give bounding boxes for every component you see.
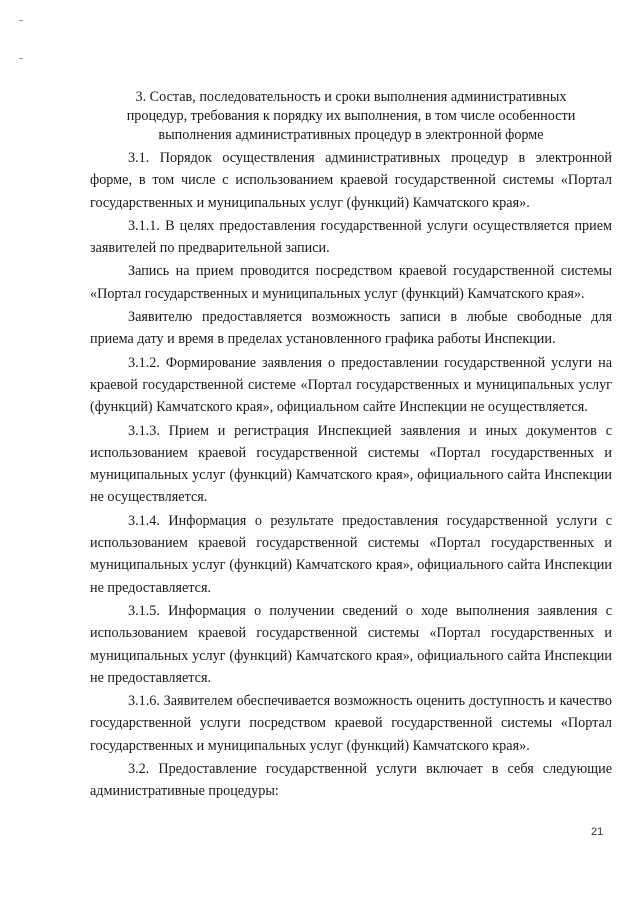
paragraph-3-1-3: 3.1.3. Прием и регистрация Инспекцией заявления и иных документов с использованием краевой государственной системы «Портал государственных и муниципальных услуг (функций) Камчатского края», официального сайта Инспекции не осуществляется. xyxy=(90,422,612,506)
paragraph-3-1-5: 3.1.5. Информация о получении сведений о ходе выполнения заявления с использованием краевой государственной системы «Портал государственных и муниципальных услуг (функций) Камчатского края», официального сайта Инспекции не предоставляется. xyxy=(90,602,612,686)
heading-line: 3. Состав, последовательность и сроки выполнения административных xyxy=(135,89,567,105)
document-body xyxy=(90,88,612,804)
paragraph-3-1-2: 3.1.2. Формирование заявления о предоставлении государственной услуги на краевой государственной системе «Портал государственных и муниципальных услуг (функций) Камчатского края», официальном сайте Инспекции не осуществляется. xyxy=(90,354,612,416)
paragraph-3-1-6: 3.1.6. Заявителем обеспечивается возможность оценить доступность и качество государственной услуги посредством краевой государственной системы «Портал государственных и муниципальных услуг (функций) Камчатского края». xyxy=(90,693,612,754)
page-number: 21 xyxy=(591,826,604,838)
paragraph-3-1: 3.1. Порядок осуществления административных процедур в электронной форме, в том числе с использованием краевой государственной системы «Портал государственных и муниципальных услуг (функций) Камчатского края». xyxy=(90,150,612,211)
paragraph-appointment: Запись на прием проводится посредством краевой государственной системы «Портал государственных и муниципальных услуг (функций) Камчатского края». xyxy=(90,263,612,302)
scan-artifact xyxy=(19,20,23,21)
paragraph-applicant-option: Заявителю предоставляется возможность записи в любые свободные для приема дату и время в пределах установленного графика работы Инспекции. xyxy=(90,309,612,348)
paragraph-3-1-1: 3.1.1. В целях предоставления государственной услуги осуществляется прием заявителей по предварительной записи. xyxy=(90,217,612,257)
scan-artifact xyxy=(19,58,23,59)
paragraph-3-1-4: 3.1.4. Информация о результате предоставления государственной услуги с использованием краевой государственной системы «Портал государственных и муниципальных услуг (функций) Камчатского края», официального сайта Инспекции не предоставляется. xyxy=(90,512,612,596)
section-heading xyxy=(90,88,612,145)
paragraph-3-2: 3.2. Предоставление государственной услуги включает в себя следующие административные процедуры: xyxy=(90,761,612,800)
heading-line: выполнения административных процедур в электронной форме xyxy=(158,127,544,143)
heading-line: процедур, требования к порядку их выполнения, в том числе особенности xyxy=(126,108,576,124)
